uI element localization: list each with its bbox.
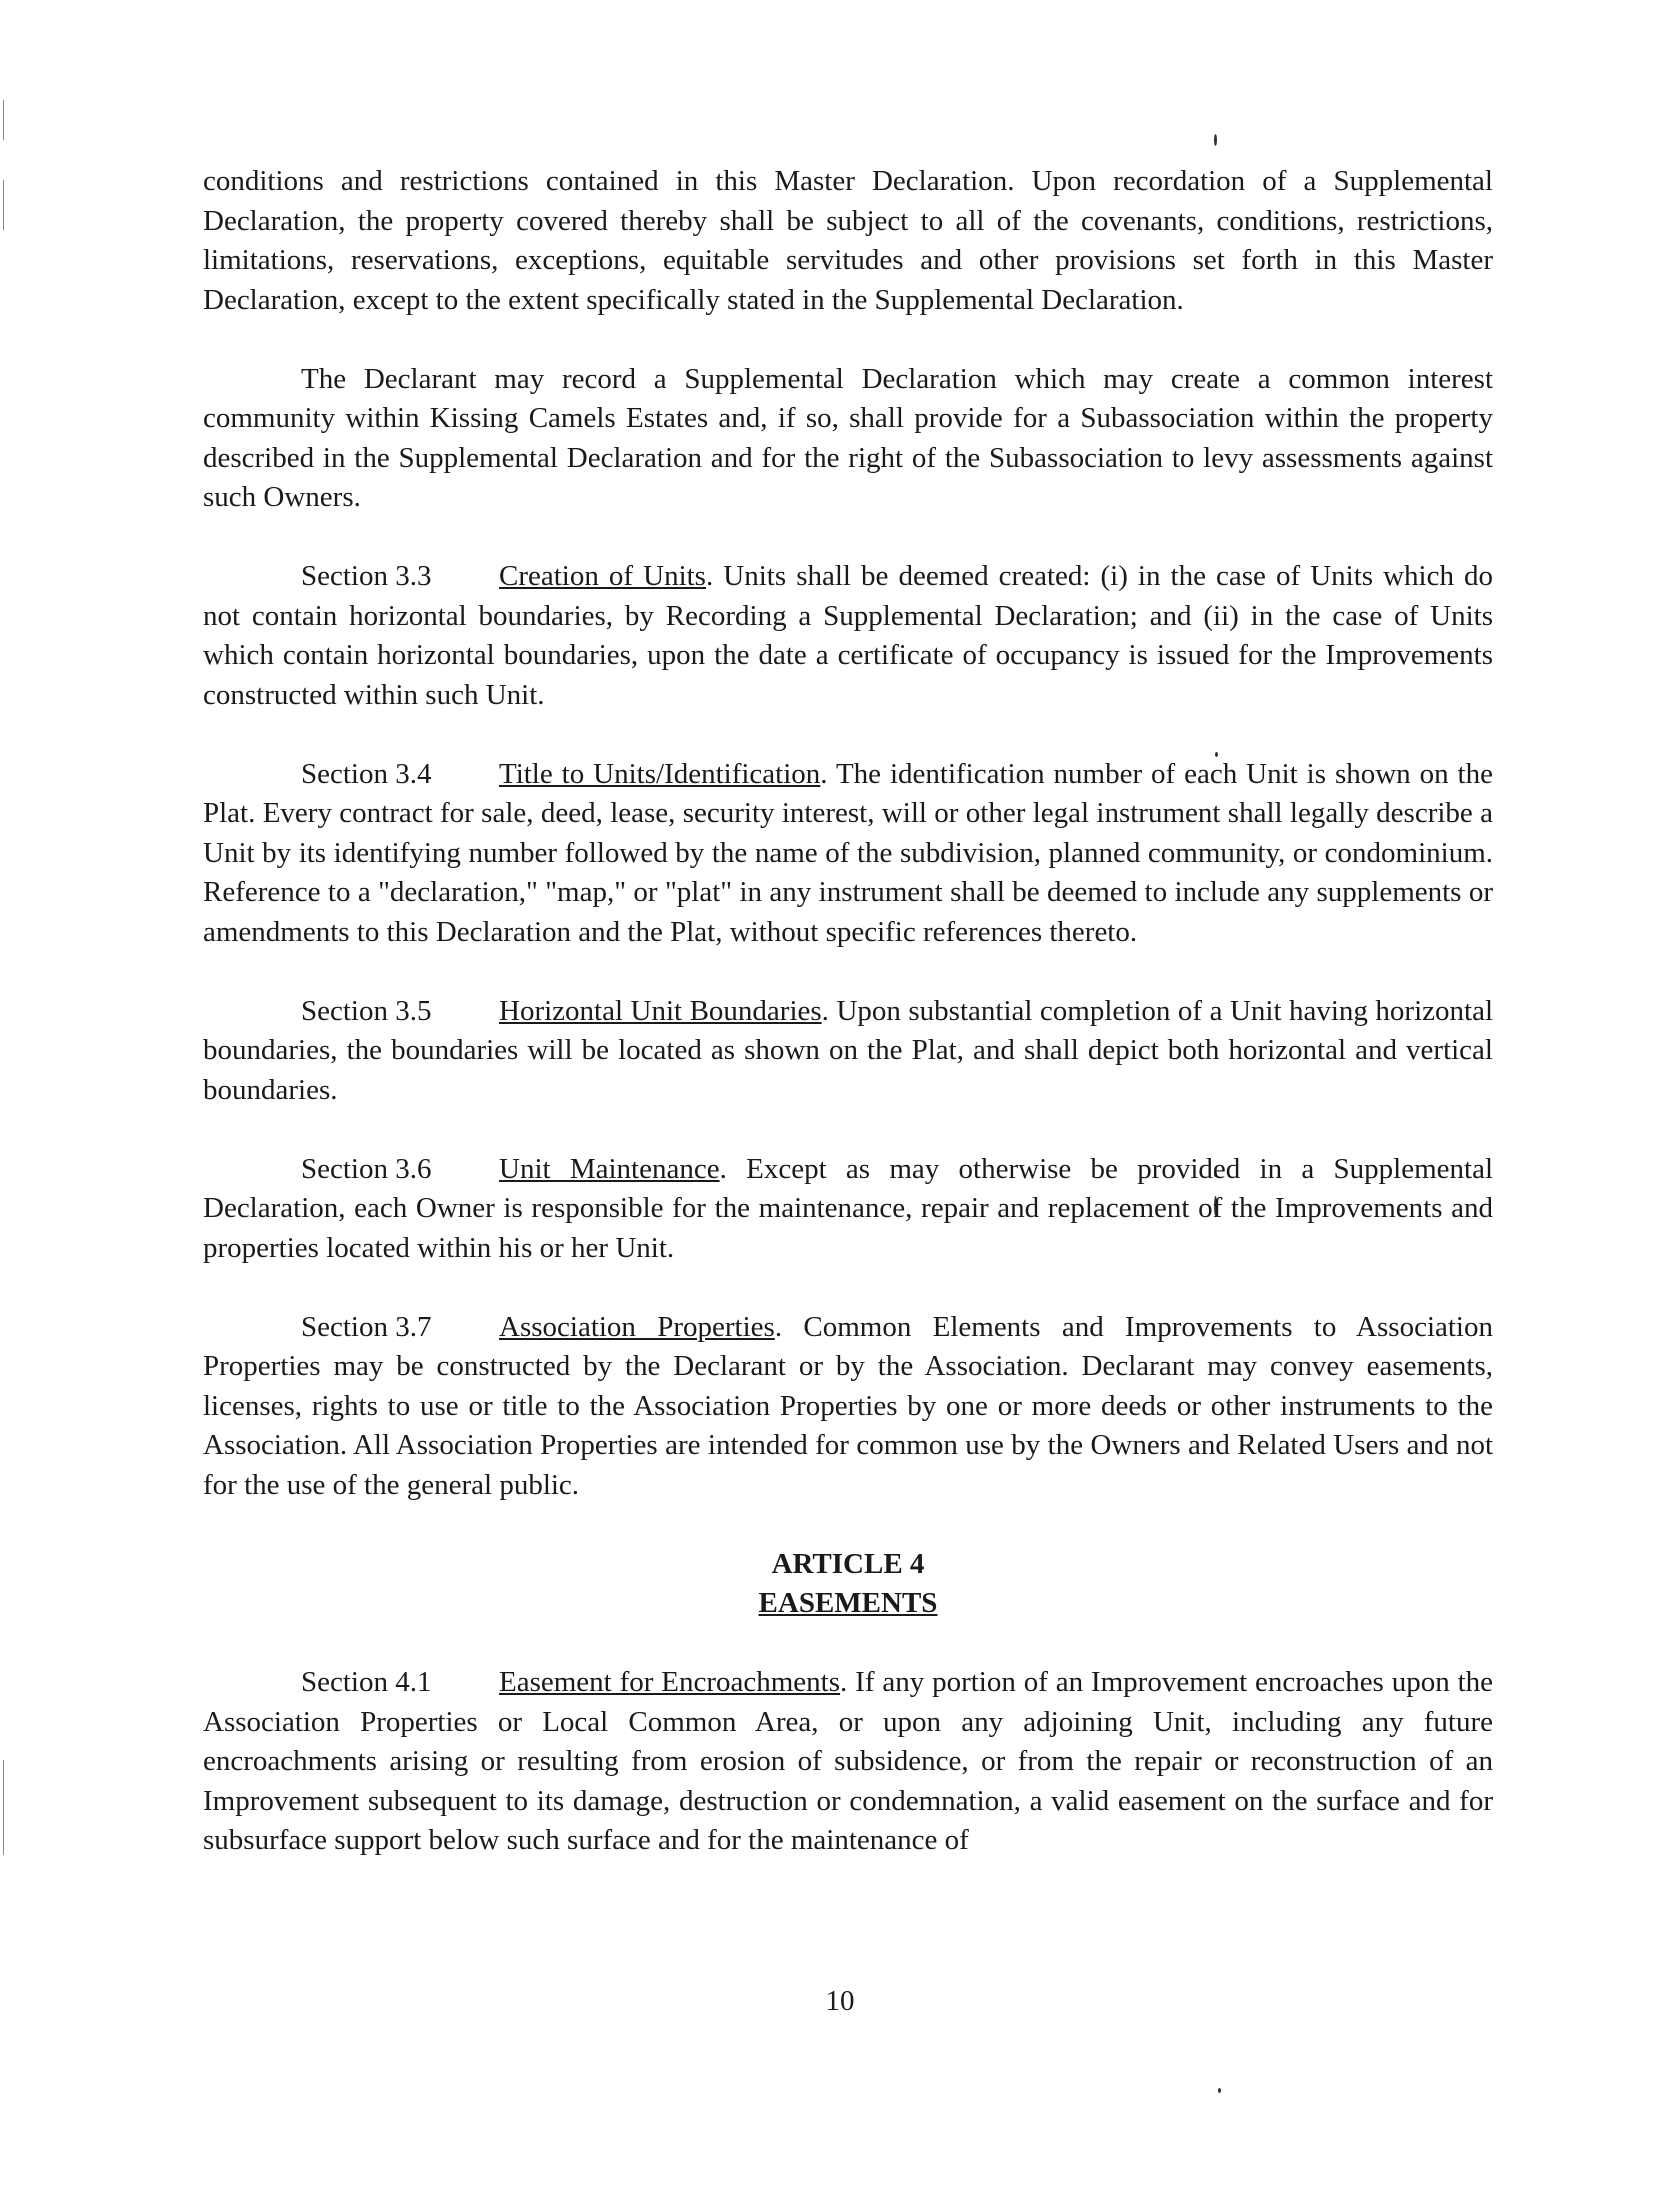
page-number: 10 xyxy=(825,1985,855,2017)
section-number: Section 4.1 xyxy=(301,1666,432,1698)
section-number: Section 3.6 xyxy=(301,1152,432,1185)
continuation-paragraph: conditions and restrictions contained in this Master Declaration. Upon recordation of a Supplemental Declaration, the property covered thereby shall be subject to all of the covenants, conditions, restrictions, limitations, reservations, exceptions, equitable servitudes and other provisions set forth in this Master Declaration, except to the extent specifically stated in the Supplemental Declaration. xyxy=(203,165,1493,316)
article-heading xyxy=(203,1545,1493,1624)
section-3-3: Section 3.3 Creation of Units. Units shall be deemed created: (i) in the case of Units which do not contain horizontal boundaries, by Recording a Supplemental Declaration; and (ii) in the case of Units which contain horizontal boundaries, upon the date a certificate of occupancy is issued for the Improvements constructed within such Unit. xyxy=(203,557,1493,715)
article-title: EASEMENTS xyxy=(758,1587,938,1619)
section-heading: Association Properties xyxy=(499,1310,775,1343)
section-number: Section 3.3 xyxy=(301,560,432,592)
scan-edge-mark xyxy=(3,1760,4,1855)
section-text: If any portion of an Improvement encroaches upon the Association Properties or Local Common Area, or upon any adjoining Unit, including any future encroachments arising or resulting from erosion of subsidence, or from the repair or reconstruction of an Improvement subsequent to its damage, destruction or condemnation, a valid easement on the surface and for subsurface support below such surface and for the maintenance of xyxy=(203,1666,1493,1856)
section-text: The identification number of each Unit is shown on the Plat. Every contract for sale, deed, lease, security interest, will or other legal instrument shall legally describe a Unit by its identifying number followed by the name of the subdivision, planned community, or condominium. Reference to a "declaration," "map," or "plat" in any instrument shall be deemed to include any supplements or amendments to this Declaration and the Plat, without specific references thereto. xyxy=(203,757,1493,948)
declarant-paragraph: The Declarant may record a Supplemental Declaration which may create a common interest community within Kissing Camels Estates and, if so, shall provide for a Subassociation within the property described in the Supplemental Declaration and for the right of the Subassociation to levy assessments against such Owners. xyxy=(203,362,1493,513)
document-body xyxy=(203,162,1493,1900)
section-3-6: Section 3.6 Unit Maintenance. Except as may otherwise be provided in a Supplemental Declaration, each Owner is responsible for the maintenance, repair and replacement of the Improvements and properties located within his or her Unit. xyxy=(203,1150,1493,1269)
scan-edge-mark xyxy=(3,100,4,140)
section-3-7: Section 3.7 Association Properties. Common Elements and Improvements to Association Properties may be constructed by the Declarant or by the Association. Declarant may convey easements, licenses, rights to use or title to the Association Properties by one or more deeds or other instruments to the Association. All Association Properties are intended for common use by the Owners and Related Users and not for the use of the general public. xyxy=(203,1308,1493,1506)
section-3-5: Section 3.5 Horizontal Unit Boundaries. Upon substantial completion of a Unit having horizontal boundaries, the boundaries will be located as shown on the Plat, and shall depict both horizontal and vertical boundaries. xyxy=(203,992,1493,1111)
scan-edge-mark xyxy=(3,180,4,230)
article-label: ARTICLE 4 xyxy=(771,1547,925,1580)
section-heading: Horizontal Unit Boundaries xyxy=(499,994,822,1027)
section-text: Except as may otherwise be provided in a Supplemental Declaration, each Owner is responsible for the maintenance, repair and replacement of the Improvements and properties located within his or her Unit. xyxy=(203,1152,1494,1264)
section-4-1: Section 4.1 Easement for Encroachments. If any portion of an Improvement encroaches upon the Association Properties or Local Common Area, or upon any adjoining Unit, including any future encroachments arising or resulting from erosion of subsidence, or from the repair or reconstruction of an Improvement subsequent to its damage, destruction or condemnation, a valid easement on the surface and for subsurface support below such surface and for the maintenance of xyxy=(203,1663,1493,1861)
scan-speck xyxy=(1214,134,1217,146)
section-number: Section 3.7 xyxy=(301,1310,432,1343)
section-text: Common Elements and Improvements to Association Properties may be constructed by the Declarant or by the Association. Declarant may convey easements, licenses, rights to use or title to the Association Properties by one or more deeds or other instruments to the Association. All Association Properties are intended for common use by the Owners and Related Users and not for the use of the general public. xyxy=(203,1310,1493,1501)
section-number: Section 3.4 xyxy=(301,757,432,790)
section-number: Section 3.5 xyxy=(301,994,432,1027)
section-text: Units shall be deemed created: (i) in the case of Units which do not contain horizontal boundaries, by Recording a Supplemental Declaration; and (ii) in the case of Units which contain horizontal boundaries, upon the date a certificate of occupancy is issued for the Improvements constructed within such Unit. xyxy=(203,560,1494,711)
section-text: Upon substantial completion of a Unit having horizontal boundaries, the boundaries will be located as shown on the Plat, and shall depict both horizontal and vertical boundaries. xyxy=(203,994,1494,1106)
section-heading: Title to Units/Identification xyxy=(499,757,821,790)
section-heading: Easement for Encroachments xyxy=(499,1666,841,1698)
scan-speck xyxy=(1218,2088,1221,2093)
section-3-4: Section 3.4 Title to Units/Identification. The identification number of each Unit is shown on the Plat. Every contract for sale, deed, lease, security interest, will or other legal instrument shall legally describe a Unit by its identifying number followed by the name of the subdivision, planned community, or condominium. Reference to a "declaration," "map," or "plat" in any instrument shall be deemed to include any supplements or amendments to this Declaration and the Plat, without specific references thereto. xyxy=(203,755,1493,953)
section-heading: Creation of Units xyxy=(499,560,706,592)
section-heading: Unit Maintenance xyxy=(499,1152,720,1185)
